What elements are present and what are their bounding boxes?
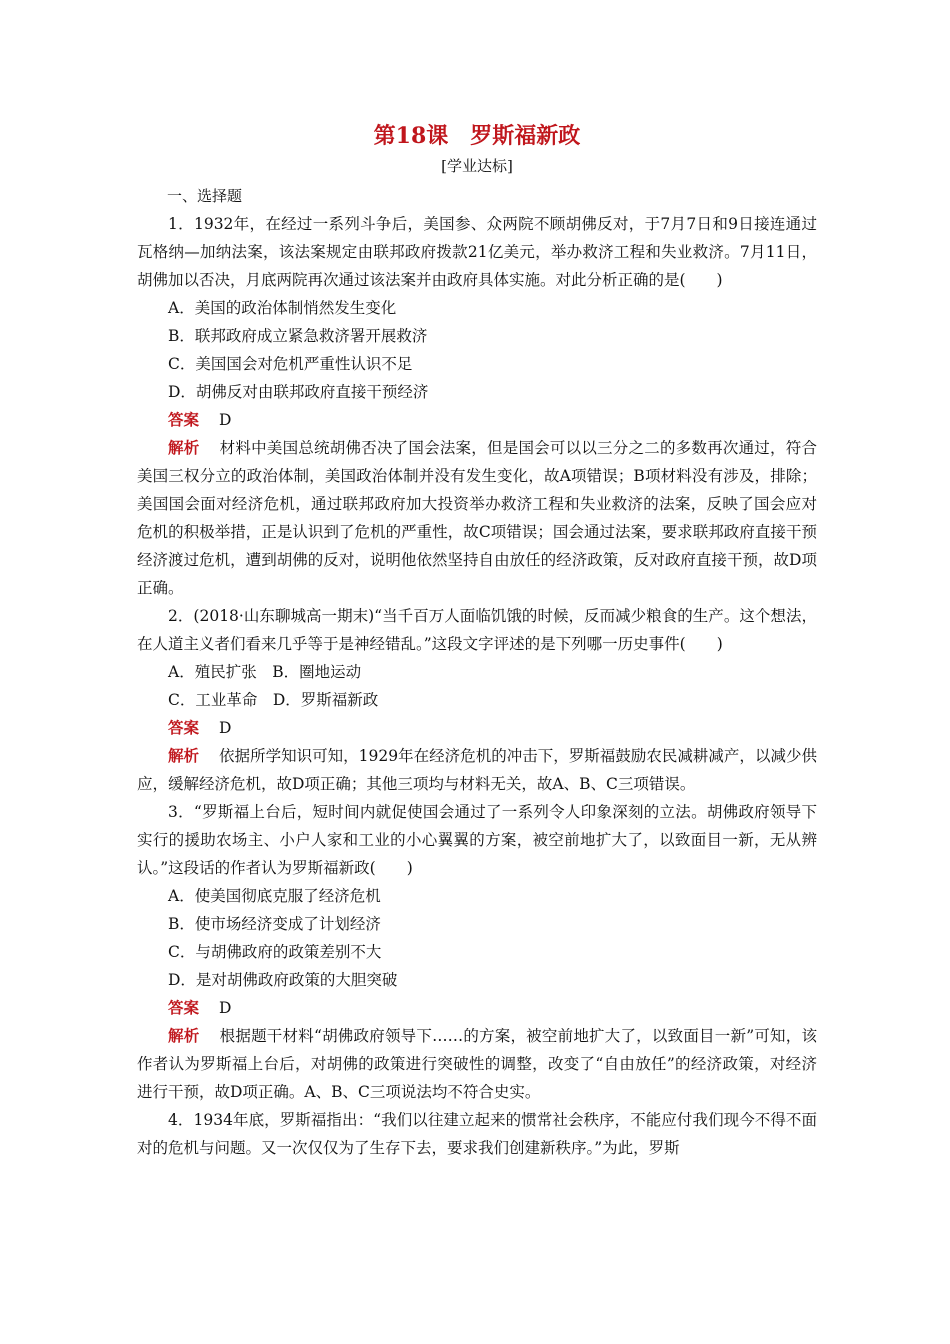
question-4 (137, 1106, 817, 1162)
question-option: A．使美国彻底克服了经济危机 (168, 887, 381, 905)
question-option: C．美国国会对危机严重性认识不足 (168, 355, 413, 373)
question-2 (137, 602, 817, 798)
explanation-text: 根据题干材料“胡佛政府领导下……的方案，被空前地扩大了，以致面目一新”可知，该作者认为罗斯福上台后，对胡佛的政策进行突破性的调整，改变了“自由放任”的经济政策，对经济进行干预，故D项正确。A、B、C三项说法均不符合史实。 (137, 1027, 817, 1101)
explanation-label: 解析 (168, 746, 200, 765)
section-heading: 一、选择题 (167, 187, 243, 205)
answer-label: 答案 (168, 718, 200, 737)
page-subtitle: [学业达标] (441, 157, 513, 175)
answer-label: 答案 (168, 410, 200, 429)
question-stem: 3．“罗斯福上台后，短时间内就促使国会通过了一系列令人印象深刻的立法。胡佛政府领导下实行的援助农场主、小户人家和工业的小心翼翼的方案，被空前地扩大了，以致面目一新，无从辨认。”这段话的作者认为罗斯福新政( ) (137, 803, 817, 877)
lesson-name: 罗斯福新政 (470, 123, 581, 149)
question-stem: 1．1932年，在经过一系列斗争后，美国参、众两院不顾胡佛反对，于7月7日和9日接连通过瓦格纳—加纳法案，该法案规定由联邦政府拨款21亿美元，举办救济工程和失业救济。7月11日，胡佛加以否决，月底两院再次通过该法案并由政府具体实施。对此分析正确的是( ) (137, 215, 817, 289)
answer-value: D (219, 411, 232, 429)
question-1 (137, 210, 817, 602)
question-option: B．联邦政府成立紧急救济署开展救济 (168, 327, 428, 345)
page-title (137, 118, 817, 154)
question-option: D．胡佛反对由联邦政府直接干预经济 (168, 383, 429, 401)
question-option: C．与胡佛政府的政策差别不大 (168, 943, 382, 961)
question-option: C．工业革命 D．罗斯福新政 (168, 691, 379, 709)
answer-label: 答案 (168, 998, 200, 1017)
explanation-text: 材料中美国总统胡佛否决了国会法案，但是国会可以以三分之二的多数再次通过，符合美国三权分立的政治体制，美国政治体制并没有发生变化，故A项错误；B项材料没有涉及，排除；美国国会面对经济危机，通过联邦政府加大投资举办救济工程和失业救济的法案，反映了国会应对危机的积极举措，正是认识到了危机的严重性，故C项错误；国会通过法案，要求联邦政府直接干预经济渡过危机，遭到胡佛的反对，说明他依然坚持自由放任的经济政策，反对政府直接干预，故D项正确。 (137, 439, 817, 597)
explanation-label: 解析 (168, 438, 200, 457)
document-page (137, 118, 817, 1162)
question-stem: 2．(2018·山东聊城高一期末)“当千百万人面临饥饿的时候，反而减少粮食的生产。这个想法，在人道主义者们看来几乎等于是神经错乱。”这段文字评述的是下列哪一历史事件( ) (137, 607, 817, 653)
explanation-line (137, 742, 817, 798)
answer-value: D (219, 719, 232, 737)
explanation-line (137, 1022, 817, 1106)
question-option: D．是对胡佛政府政策的大胆突破 (168, 971, 398, 989)
answer-line (137, 714, 817, 742)
answer-line (137, 406, 817, 434)
question-option: A．美国的政治体制悄然发生变化 (168, 299, 397, 317)
question-option: A．殖民扩张 B．圈地运动 (168, 663, 362, 681)
lesson-number: 第18课 (373, 123, 449, 149)
explanation-label: 解析 (168, 1026, 200, 1045)
question-3 (137, 798, 817, 1106)
question-stem: 4．1934年底，罗斯福指出：“我们以往建立起来的惯常社会秩序，不能应付我们现今不得不面对的危机与问题。又一次仅仅为了生存下去，要求我们创建新秩序。”为此，罗斯 (137, 1111, 817, 1157)
explanation-line (137, 434, 817, 602)
answer-value: D (219, 999, 232, 1017)
question-option: B．使市场经济变成了计划经济 (168, 915, 381, 933)
answer-line (137, 994, 817, 1022)
explanation-text: 依据所学知识可知，1929年在经济危机的冲击下，罗斯福鼓励农民减耕减产，以减少供应，缓解经济危机，故D项正确；其他三项均与材料无关，故A、B、C三项错误。 (137, 747, 817, 793)
